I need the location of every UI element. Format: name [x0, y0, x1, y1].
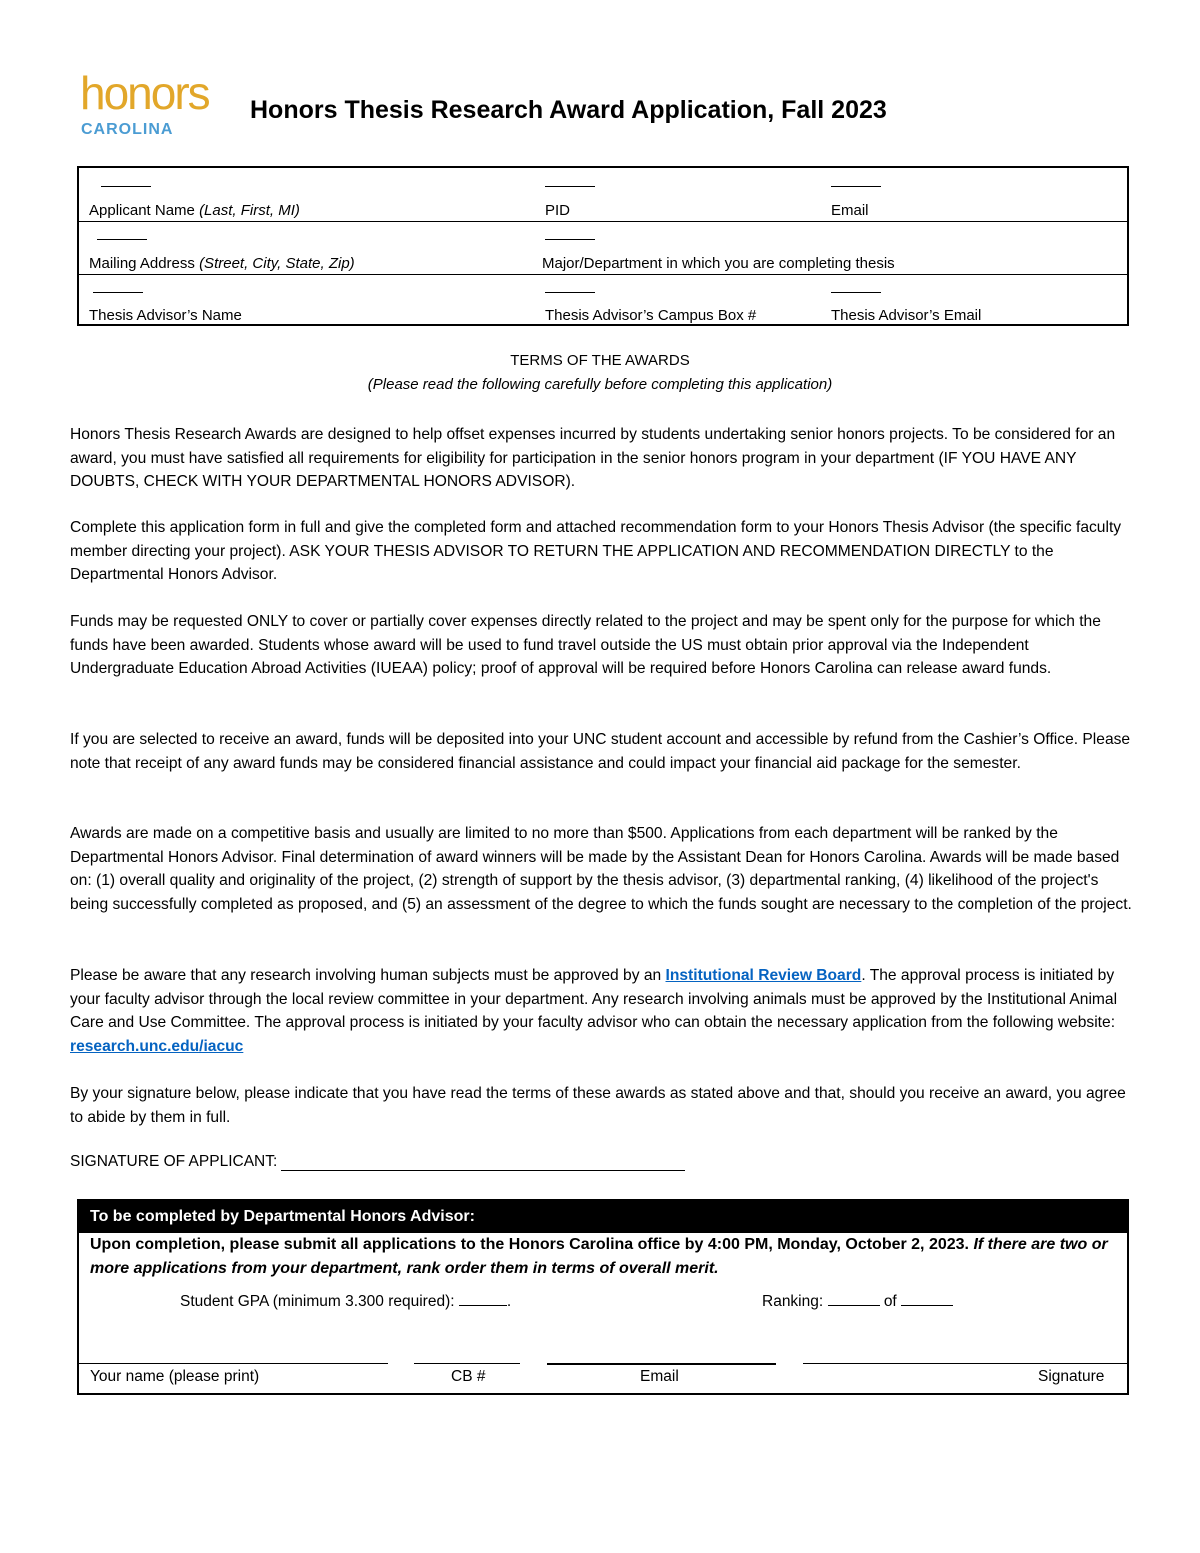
field-blank-line — [97, 239, 147, 240]
gpa-blank-line — [459, 1291, 507, 1306]
terms-paragraph-eligibility: Honors Thesis Research Awards are designed to help offset expenses incurred by students undertaking senior honors projects. To be considered for an award, you must have satisfied all requirements for eligibility for participation in the senior honors program in your department (IF YOU HAVE ANY DOUBTS, CHECK WITH YOUR DEPARTMENTAL HONORS ADVISOR). — [70, 426, 1116, 490]
advisor-name-label: Your name (please print) — [90, 1368, 260, 1385]
field-label: Thesis Advisor’s Name — [89, 307, 242, 324]
field-label: Thesis Advisor’s Campus Box # — [545, 307, 757, 324]
field-label: Thesis Advisor’s Email — [831, 307, 982, 324]
field-blank-line — [101, 186, 151, 187]
ranking-blank-line — [828, 1291, 880, 1306]
form-row-applicant — [79, 168, 1127, 222]
logo-word-carolina: CAROLINA — [81, 121, 174, 138]
advisor-signature-label: Signature — [1038, 1368, 1105, 1385]
signature-blank-line — [281, 1154, 685, 1171]
applicant-info-table — [77, 166, 1129, 326]
advisor-name-line — [79, 1363, 388, 1364]
ranking-label: Ranking: — [762, 1293, 824, 1310]
signature-label: SIGNATURE OF APPLICANT: — [70, 1153, 278, 1170]
field-label: Major/Department in which you are completing thesis — [542, 255, 895, 272]
terms-paragraph-research-approval — [70, 964, 1134, 1058]
form-row-advisor — [79, 274, 1127, 326]
field-blank-line — [831, 186, 881, 187]
ranking-total-blank-line — [901, 1291, 953, 1306]
terms-paragraph-selection: Awards are made on a competitive basis and usually are limited to no more than $500. Applications from each department will be ranked by the Departmental Honors Advisor. Final determination of award winners will be made by the Assistant Dean for Honors Carolina. Awards will be made based on: (1) overall quality and originality of the project, (2) strength of support by the thesis advisor, (3) departmental ranking, (4) likelihood of the project's being successfully completed as proposed, and (5) an assessment of the degree to which the funds sought are necessary to the completion of the project. — [70, 825, 1132, 913]
field-label: PID — [545, 202, 571, 219]
ranking-field[interactable] — [762, 1291, 953, 1311]
field-blank-line — [545, 292, 595, 293]
applicant-signature-line[interactable] — [70, 1153, 685, 1171]
field-blank-line — [93, 292, 143, 293]
cb-label: CB # — [451, 1368, 486, 1385]
advisor-section — [77, 1199, 1129, 1395]
advisor-section-header: To be completed by Departmental Honors Advisor: — [79, 1201, 1127, 1233]
student-gpa-field[interactable] — [180, 1291, 511, 1311]
cb-line — [414, 1363, 520, 1364]
logo-word-honors: honors — [80, 67, 209, 119]
gpa-suffix: . — [506, 1293, 512, 1310]
irb-link[interactable]: Institutional Review Board — [665, 967, 862, 984]
terms-heading: TERMS OF THE AWARDS — [510, 352, 690, 369]
field-note: (Street, City, State, Zip) — [199, 255, 355, 272]
instructions-text: Upon completion, please submit all applications to the Honors Carolina office by 4:00 PM, Monday, October 2, 2023. — [90, 1236, 974, 1253]
field-label: Email — [831, 202, 869, 219]
field-blank-line — [831, 292, 881, 293]
paragraph-text: . The approval process is initiated by your faculty advisor through the local review committee in your department. Any research involving animals must be approved by the Institutional Animal Care and Use Committee. The approval process is initiated by your faculty advisor who can obtain the necessary application from the following website: — [70, 967, 1118, 1031]
gpa-label: Student GPA (minimum 3.300 required): — [180, 1293, 455, 1310]
form-row-address — [79, 221, 1127, 275]
field-note: (Last, First, MI) — [199, 202, 300, 219]
of-label: of — [883, 1293, 897, 1310]
terms-subheading: (Please read the following carefully before completing this application) — [367, 376, 833, 393]
field-label: Applicant Name — [89, 202, 195, 219]
terms-paragraph-agreement: By your signature below, please indicate that you have read the terms of these awards as stated above and that, should you receive an award, you agree to abide by them in full. — [70, 1085, 1126, 1126]
advisor-email-line — [547, 1363, 776, 1365]
terms-paragraph-funds: Funds may be requested ONLY to cover or partially cover expenses directly related to the project and may be spent only for the purpose for which the funds have been awarded. Students whose award will be used to fund travel outside the US must obtain prior approval via the Independent Undergraduate Education Abroad Activities (IUEAA) policy; proof of approval will be required before Honors Carolina can release award funds. — [70, 613, 1101, 677]
field-blank-line — [545, 239, 595, 240]
instructions-italic-text: If there are two or more applications from your department, rank order them in terms of overall merit. — [90, 1236, 1108, 1277]
advisor-email-label: Email — [640, 1368, 679, 1385]
terms-paragraph-submission: Complete this application form in full and give the completed form and attached recommendation form to your Honors Thesis Advisor (the specific faculty member directing your project). ASK YOUR THESIS ADVISOR TO RETURN THE APPLICATION AND RECOMMENDATION DIRECTLY to the Departmental Honors Advisor. — [70, 519, 1122, 583]
iacuc-link[interactable]: research.unc.edu/iacuc — [70, 1037, 244, 1055]
terms-paragraph-deposit: If you are selected to receive an award, funds will be deposited into your UNC student account and accessible by refund from the Cashier’s Office. Please note that receipt of any award funds may be considered financial assistance and could impact your financial aid package for the semester. — [70, 731, 1131, 772]
advisor-instructions — [90, 1233, 1110, 1281]
page-title: Honors Thesis Research Award Application, Fall 2023 — [250, 96, 887, 124]
field-label: Mailing Address — [89, 255, 195, 272]
field-blank-line — [545, 186, 595, 187]
advisor-signature-line — [803, 1363, 1127, 1364]
honors-carolina-logo — [80, 67, 209, 142]
paragraph-text: Please be aware that any research involving human subjects must be approved by an — [70, 967, 666, 984]
